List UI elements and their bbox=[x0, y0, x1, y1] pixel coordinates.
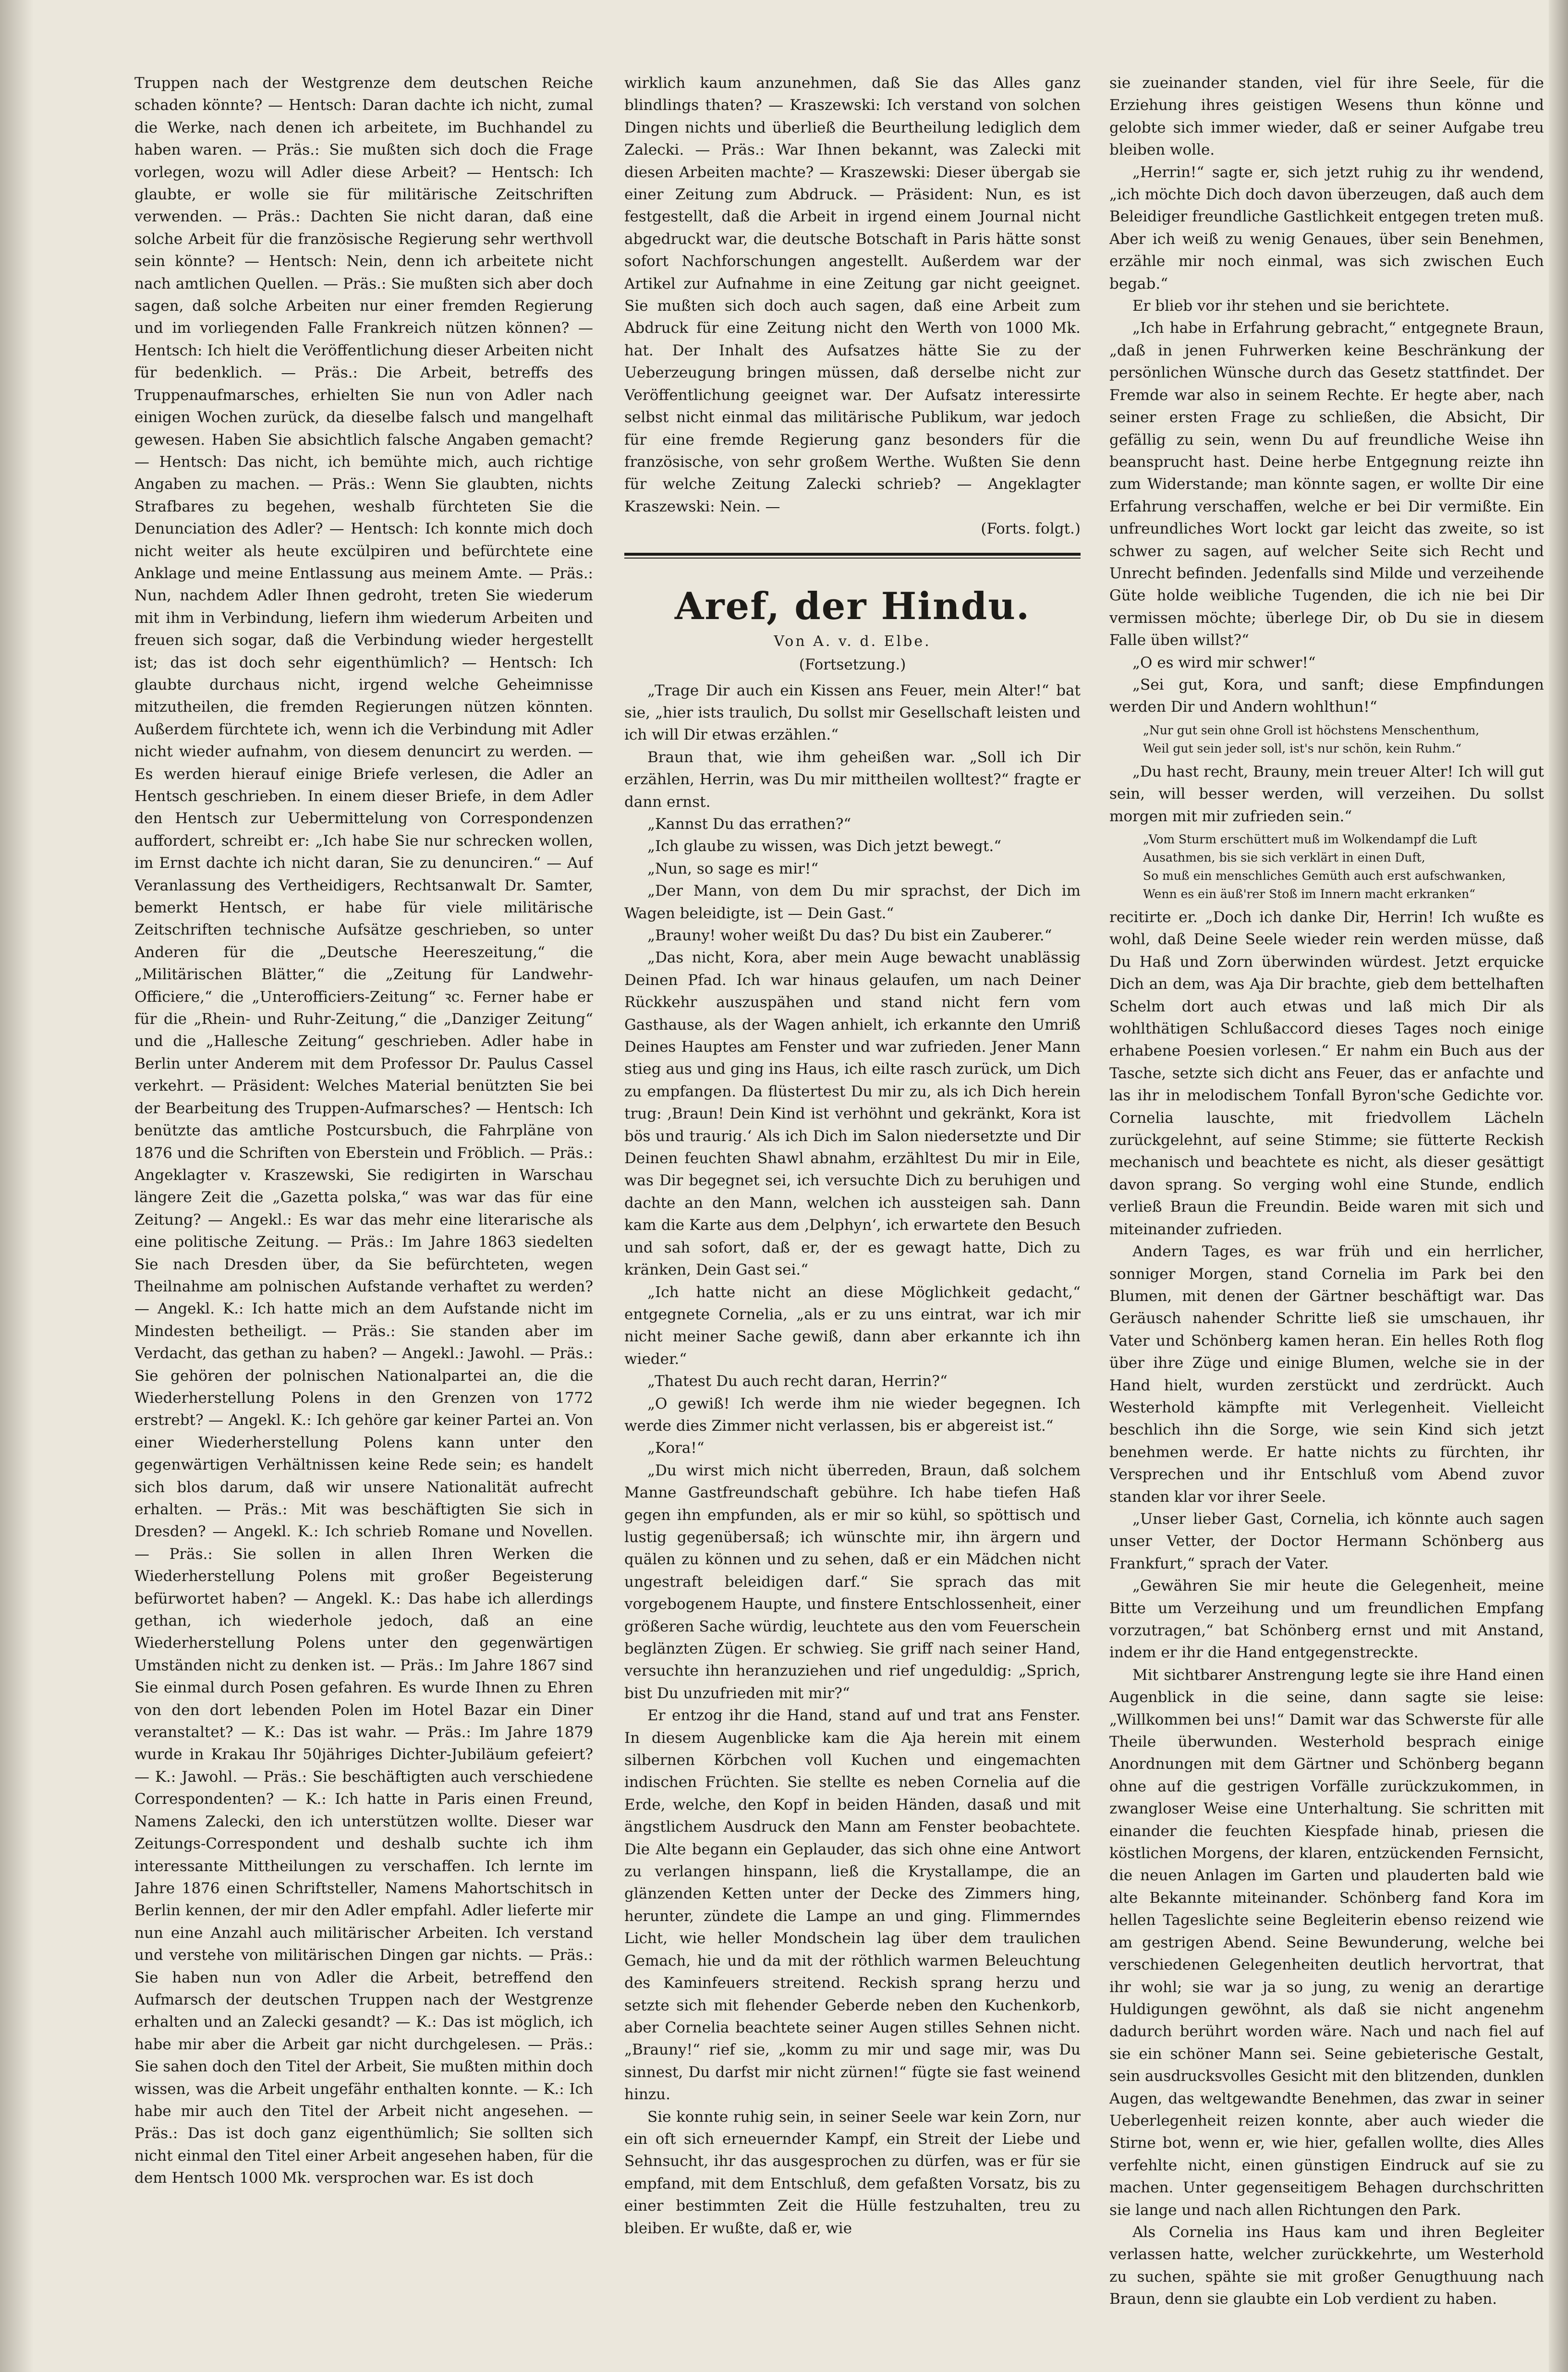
verse-line: „Nur gut sein ohne Groll ist höchstens Menschenthum, bbox=[1143, 723, 1480, 737]
binding-shadow bbox=[0, 0, 34, 2372]
verse-line: Weil gut sein jeder soll, ist's nur schön, kein Ruhm.“ bbox=[1143, 741, 1462, 755]
to-be-continued-note: (Forts. folgt.) bbox=[981, 520, 1081, 538]
story-paragraph: „Unser lieber Gast, Cornelia, ich könnte auch sagen unser Vetter, der Doctor Hermann Schönberg aus Frankfurt,“ sprach der Vater. bbox=[1109, 1510, 1544, 1572]
column-middle bbox=[624, 72, 1081, 2339]
verse-line: Ausathmen, bis sie sich verklärt in einen Duft, bbox=[1143, 851, 1425, 864]
story-paragraph: „Thatest Du auch recht daran, Herrin?“ bbox=[647, 1373, 948, 1390]
story-paragraph: „Sei gut, Kora, und sanft; diese Empfindungen werden Dir und Andern wohlthun!“ bbox=[1109, 676, 1544, 716]
story-paragraph: „Der Mann, von dem Du mir sprachst, der Dich im Wagen beleidigte, ist — Dein Gast.“ bbox=[624, 882, 1081, 922]
verse-line: So muß ein menschliches Gemüth auch erst aufschwanken, bbox=[1143, 869, 1506, 883]
verse-line: Wenn es ein äuß'rer Stoß im Innern macht erkranken“ bbox=[1143, 887, 1476, 901]
byline: Von A. v. d. Elbe. bbox=[774, 633, 931, 650]
story-paragraph: Mit sichtbarer Anstrengung legte sie ihre Hand einen Augenblick in die seine, dann sagte sie leise: „Willkommen bei uns!“ Damit war das Schwerste für alle Theile überwunden. Westerhold besprach einige Anordnungen mit dem Gärtner und Schönberg begann ohne auf die gestrigen Vorfälle zurückzukommen, in zwangloser Weise eine Unterhaltung. Sie schritten mit einander die feuchten Kiespfade hinab, priesen die köstlichen Morgens, der klaren, entzückenden Fernsicht, die neuen Anlagen im Garten und plauderten bald wie alte Bekannte miteinander. Schönberg fand Kora im hellen Tageslichte seine Begleiterin ebenso reizend wie am gestrigen Abend. Seine Bewunderung, welche bei verschiedenen Gelegenheiten deutlich hervortrat, that ihr wohl; sie war ja so jung, zu wenig an derartige Huldigungen gewöhnt, als daß sie nicht angenehm dadurch berührt worden wäre. Nach und nach fiel auf sie ein schöner Mann sei. Seine gebieterische Gestalt, sein ausdrucksvolles Gesicht mit den blitzenden, dunklen Augen, das weltgewandte Benehmen, das zwar in seiner Ueberlegenheit reizen konnte, aber auch wieder die Stirne bot, wenn er, wie hier, gefallen wollte, dies Alles verfehlte nicht, einen günstigen Eindruck auf sie zu machen. Unter gegenseitigem Behagen durchschritten sie lange und nach allen Richtungen den Park. bbox=[1109, 1666, 1544, 2219]
story-paragraph: „Kora!“ bbox=[647, 1439, 705, 1457]
story-paragraph: „Kannst Du das errathen?“ bbox=[647, 815, 851, 833]
story-paragraph: „Herrin!“ sagte er, sich jetzt ruhig zu ihr wendend, „ich möchte Dich doch davon überzeugen, daß auch dem Beleidiger freundliche Gastlichkeit entgegen treten muß. Aber ich weiß zu wenig Genaues, über sein Benehmen, erzähle mir noch einmal, was sich zwischen Euch begab.“ bbox=[1109, 163, 1544, 292]
story-paragraph: Als Cornelia ins Haus kam und ihren Begleiter verlassen hatte, welcher zurückkehrte, um Westerhold zu suchen, spähte sie mit großer Genugthuung nach Braun, denn sie glaubte ein Lob verdient zu haben. bbox=[1109, 2223, 1544, 2308]
section-rule bbox=[624, 542, 1081, 556]
story-paragraph: Braun that, wie ihm geheißen war. „Soll ich Dir erzählen, Herrin, was Du mir mittheilen wolltest?“ fragte er dann ernst. bbox=[624, 748, 1081, 811]
story-paragraph: „Du hast recht, Brauny, mein treuer Alter! Ich will gut sein, will besser werden, will verzeihen. Du sollst morgen mit mir zufrieden sein.“ bbox=[1109, 763, 1544, 825]
serial-title: Aref, der Hindu. bbox=[674, 584, 1031, 628]
story-paragraph: „O gewiß! Ich werde ihm nie wieder begegnen. Ich werde dies Zimmer nicht verlassen, bis er abgereist ist.“ bbox=[624, 1395, 1081, 1435]
story-paragraph: recitirte er. „Doch ich danke Dir, Herrin! Ich wußte es wohl, daß Deine Seele wieder rein werden müsse, daß Du Haß und Zorn überwinden würdest. Jetzt erquicke Dich an dem, was Aja Dir brachte, gieb dem bettelhaften Schelm dort auch etwas und laß mich Dir als wohlthätigen Schlußaccord dieses Tages noch einige erhabene Poesien vorlesen.“ Er nahm ein Buch aus der Tasche, setzte sich dicht ans Feuer, das er anfachte und las ihr in melodischem Tonfall Byron'sche Gedichte vor. Cornelia lauschte, mit friedvollem Lächeln zurückgelehnt, auf seine Stimme; sie fütterte Reckish mechanisch und beachtete es nicht, als dieser gesättigt davon sprang. So verging wohl eine Stunde, endlich verließ Braun die Freundin. Beide waren mit sich und miteinander zufrieden. bbox=[1109, 909, 1544, 1238]
continuation-note: (Fortsetzung.) bbox=[799, 656, 906, 673]
story-paragraph: „Brauny! woher weißt Du das? Du bist ein Zauberer.“ bbox=[647, 927, 1052, 944]
court-report-ending: wirklich kaum anzunehmen, daß Sie das Alles ganz blindlings thaten? — Kraszewski: Ich verstand von solchen Dingen nichts und überließ die Beurtheilung lediglich dem Zalecki. — Präs.: War Ihnen bekannt, was Zalecki mit diesen Arbeiten machte? — Kraszewski: Dieser übergab sie einer Zeitung zum Abdruck. — Präsident: Nun, es ist festgestellt, daß die Arbeit in irgend einem Journal nicht abgedruckt war, die deutsche Botschaft in Paris hätte sonst sofort Nachforschungen angestellt. Außerdem war der Artikel zur Aufnahme in eine Zeitung gar nicht geeignet. Sie mußten sich doch auch sagen, daß eine Arbeit zum Abdruck für eine Zeitung nicht den Werth von 1000 Mk. hat. Der Inhalt des Aufsatzes hätte Sie zu der Ueberzeugung bringen müssen, daß derselbe nicht zur Veröffentlichung geeignet war. Der Aufsatz interessirte selbst nicht einmal das militärische Publikum, war jedoch für eine fremde Regierung ganz besonders für die französische, von sehr großem Werthe. Wußten Sie denn für welche Zeitung Zalecki schrieb? — Angeklagter Kraszewski: Nein. — bbox=[624, 74, 1081, 515]
story-paragraph: „Ich habe in Erfahrung gebracht,“ entgegnete Braun, „daß in jenen Fuhrwerken keine Beschränkung der persönlichen Wünsche durch das Gesetz stattfindet. Der Fremde war also in seinem Rechte. Er hegte aber, nach seiner ersten Frage zu schließen, die Absicht, Dir gefällig zu sein, wenn Du auf freundliche Weise ihn beansprucht hast. Deine herbe Entgegnung reizte ihn zum Widerstande; man könnte sagen, er wollte Dir eine Erfahrung verschaffen, welche er bei Dir vermißte. Ein unfreundliches Wort lockt gar leicht das zweite, so ist schwer zu sagen, auf welcher Seite sich Recht und Unrecht befinden. Jedenfalls sind Milde und verzeihende Güte holde weibliche Tugenden, die ich nie bei Dir vermissen möchte; überlege Dir, ob Du sie in diesem Falle üben willst?“ bbox=[1109, 319, 1544, 649]
verse-line: „Vom Sturm erschüttert muß im Wolkendampf die Luft bbox=[1143, 832, 1477, 846]
story-paragraph: Andern Tages, es war früh und ein herrlicher, sonniger Morgen, stand Cornelia im Park bei den Blumen, mit denen der Gärtner beschäftigt war. Das Geräusch nahender Schritte ließ sie umschauen, ihr Vater und Schönberg kamen heran. Ein helles Roth flog über ihre Züge und einige Blumen, welche sie in der Hand hielt, wurden zerstückt und zerdrückt. Auch Westerhold kämpfte mit Verlegenheit. Vielleicht beschlich ihn die Sorge, wie sein Kind sich jetzt benehmen werde. Er hatte nichts zu fürchten, ihr Versprechen und ihr Entschluß vom Abend zuvor standen klar vor ihrer Seele. bbox=[1109, 1243, 1544, 1506]
story-paragraph: „Gewähren Sie mir heute die Gelegenheit, meine Bitte um Verzeihung und um freundlichen Empfang vorzutragen,“ bat Schönberg ernst und mit Anstand, indem er ihr die Hand entgegenstreckte. bbox=[1109, 1577, 1544, 1662]
story-paragraph: „Du wirst mich nicht überreden, Braun, daß solchem Manne Gastfreundschaft gebühre. Ich habe tiefen Haß gegen ihn empfunden, als er mir so kühl, so spöttisch und lustig gegenübersaß; ich wünschte mir, ihn ärgern und quälen zu können und zu sehen, daß er ein Mädchen nicht ungestraft beleidigen darf.“ Sie sprach das mit vorgebogenem Haupte, und finstere Entschlossenheit, einer größeren Sache würdig, leuchtete aus den vom Feuerschein beglänzten Zügen. Er schwieg. Sie griff nach seiner Hand, versuchte ihn heranzuziehen und rief ungeduldig: „Sprich, bist Du unzufrieden mit mir?“ bbox=[624, 1461, 1081, 1702]
story-paragraph: „Nun, so sage es mir!“ bbox=[647, 860, 819, 877]
page-edge bbox=[1549, 0, 1568, 2372]
story-paragraph: Er entzog ihr die Hand, stand auf und trat ans Fenster. In diesem Augenblicke kam die Aja herein mit einem silbernen Körbchen voll Kuchen und eingemachten indischen Früchten. Sie stellte es neben Cornelia auf die Erde, welche, den Kopf in beiden Händen, dasaß und mit ängstlichem Ausdruck den Mann am Fenster beobachtete. Die Alte begann ein Geplauder, das sich ohne eine Antwort zu verlangen hinspann, ließ die Krystallampe, die an glänzenden Ketten unter der Decke des Zimmers hing, herunter, zündete die Lampe an und ging. Flimmerndes Licht, wie heller Mondschein lag über dem traulichen Gemach, hie und da mit der röthlich warmen Beleuchtung des Kaminfeuers streitend. Reckish sprang herzu und setzte sich mit flehender Geberde neben den Kuchenkorb, aber Cornelia beachtete seiner Augen stilles Sehnen nicht. „Brauny!“ rief sie, „komm zu mir und sage mir, was Du sinnest, Du darfst mir nicht zürnen!“ fügte sie fast weinend hinzu. bbox=[624, 1707, 1081, 2104]
verse-quote bbox=[1109, 830, 1544, 903]
column-court-report bbox=[134, 72, 593, 2339]
story-paragraph: Sie konnte ruhig sein, in seiner Seele war kein Zorn, nur ein oft sich erneuernder Kampf, ein Streit der Liebe und Sehnsucht, ihr das ausgesprochen zu dürfen, was er für sie empfand, mit dem Entschluß, dem gefaßten Vorsatz, bis zu einer bestimmten Zeit die Hülle festzuhalten, treu zu bleiben. Er wußte, daß er, wie bbox=[624, 2108, 1081, 2237]
story-paragraph: „Trage Dir auch ein Kissen ans Feuer, mein Alter!“ bat sie, „hier ists traulich, Du sollst mir Gesellschaft leisten und ich will Dir etwas erzählen.“ bbox=[624, 681, 1081, 744]
section-rule-thin bbox=[624, 556, 1081, 559]
story-paragraph: sie zueinander standen, viel für ihre Seele, für die Erziehung ihres geistigen Wesens thun könne und gelobte sich immer wieder, daß er seiner Aufgabe treu bleiben wolle. bbox=[1109, 74, 1544, 159]
court-report-text: Truppen nach der Westgrenze dem deutschen Reiche schaden könnte? — Hentsch: Daran dachte ich nicht, zumal die Werke, nach denen ich arbeitete, im Buchhandel zu haben waren. — Präs.: Sie mußten sich doch die Frage vorlegen, wozu will Adler diese Arbeit? — Hentsch: Ich glaubte, er wolle sie für militärische Zeitschriften verwenden. — Präs.: Dachten Sie nicht daran, daß eine solche Arbeit für die französische Regierung sehr werthvoll sein könnte? — Hentsch: Nein, denn ich arbeitete nicht nach amtlichen Quellen. — Präs.: Sie mußten sich aber doch sagen, daß solche Arbeiten nur einer fremden Regierung und im vorliegenden Falle Frankreich nützen können? — Hentsch: Ich hielt die Veröffentlichung dieser Arbeiten nicht für bedenklich. — Präs.: Die Arbeit, betreffs des Truppenaufmarsches, erhielten Sie nun von Adler nach einigen Wochen zurück, da dieselbe falsch und mangelhaft gewesen. Haben Sie absichtlich falsche Angaben gemacht? — Hentsch: Das nicht, ich bemühte mich, auch richtige Angaben zu machen. — Präs.: Wenn Sie glaubten, nichts Strafbares zu begehen, weshalb fürchteten Sie die Denunciation des Adler? — Hentsch: Ich konnte mich doch nicht weiter als heute excülpiren und befürchtete eine Anklage und meine Entlassung aus meinem Amte. — Präs.: Nun, nachdem Adler Ihnen gedroht, treten Sie wiederum mit ihm in Verbindung, liefern ihm wiederum Arbeiten und freuen sich sogar, daß die Verbindung wieder hergestellt ist; das ist doch sehr eigenthümlich? — Hentsch: Ich glaubte durchaus nicht, irgend welche Geheimnisse mitzutheilen, die fremden Regierungen nützen könnten. Außerdem fürchtete ich, wenn ich die Verbindung mit Adler nicht wieder aufnahm, von diesem denuncirt zu werden. — Es werden hierauf einige Briefe verlesen, die Adler an Hentsch geschrieben. In einem dieser Briefe, in dem Adler den Hentsch zur Uebermittelung von Correspondenzen auffordert, schreibt er: „Ich habe Sie nur schrecken wollen, im Ernst dachte ich nicht daran, Sie zu denunciren.“ — Auf Veranlassung des Vertheidigers, Rechtsanwalt Dr. Samter, bemerkt Hentsch, er habe für viele militärische Zeitschriften technische Aufsätze geschrieben, so unter Anderen für die „Deutsche Heereszeitung,“ die „Militärischen Blätter,“ die „Zeitung für Landwehr-Officiere,“ die „Unterofficiers-Zeitung“ ꝛc. Ferner habe er für die „Rhein- und Ruhr-Zeitung,“ die „Danziger Zeitung“ und die „Hallesche Zeitung“ geschrieben. Adler habe in Berlin unter Anderem mit dem Professor Dr. Paulus Cassel verkehrt. — Präsident: Welches Material benützten Sie bei der Bearbeitung des Truppen-Aufmarsches? — Hentsch: Ich benützte das amtliche Postcursbuch, die Fahrpläne von 1876 und die Schriften von Eberstein und Fröblich. — Präs.: Angeklagter v. Kraszewski, Sie redigirten in Warschau längere Zeit die „Gazetta polska,“ was war das für eine Zeitung? — Angekl.: Es war das mehr eine literarische als eine politische Zeitung. — Präs.: Im Jahre 1863 siedelten Sie nach Dresden über, da Sie befürchteten, wegen Theilnahme am polnischen Aufstande verhaftet zu werden? — Angekl. K.: Ich hatte mich an dem Aufstande nicht im Mindesten betheiligt. — Präs.: Sie standen aber im Verdacht, das gethan zu haben? — Angekl.: Jawohl. — Präs.: Sie gehören der polnischen Nationalpartei an, die die Wiederherstellung Polens in den Grenzen von 1772 erstrebt? — Angekl. K.: Ich gehöre gar keiner Partei an. Von einer Wiederherstellung Polens kann unter den gegenwärtigen Verhältnissen keine Rede sein; es handelt sich blos darum, daß wir unsere Nationalität aufrecht erhalten. — Präs.: Mit was beschäftigten Sie sich in Dresden? — Angekl. K.: Ich schrieb Romane und Novellen. — Präs.: Sie sollen in allen Ihren Werken die Wiederherstellung Polens mit großer Begeisterung befürwortet haben? — Angekl. K.: Das habe ich allerdings gethan, ich wiederhole jedoch, daß an eine Wiederherstellung Polens unter den gegenwärtigen Umständen nicht zu denken ist. — Präs.: Im Jahre 1867 sind Sie einmal durch Posen gefahren. Es wurde Ihnen zu Ehren von den dort lebenden Polen im Hotel Bazar ein Diner veranstaltet? — K.: Das ist wahr. — Präs.: Im Jahre 1879 wurde in Krakau Ihr 50jähriges Dichter-Jubiläum gefeiert? — K.: Jawohl. — Präs.: Sie beschäftigten auch verschiedene Correspondenten? — K.: Ich hatte in Paris einen Freund, Namens Zalecki, den ich unterstützen wollte. Dieser war Zeitungs-Correspondent und deshalb suchte ich ihm interessante Mittheilungen zu verschaffen. Ich lernte im Jahre 1876 einen Schriftsteller, Namens Mahortschitsch in Berlin kennen, der mir den Adler empfahl. Adler lieferte mir nun eine Anzahl auch militärischer Arbeiten. Ich verstand und verstehe von militärischen Dingen gar nichts. — Präs.: Sie haben nun von Adler die Arbeit, betreffend den Aufmarsch der deutschen Truppen nach der Westgrenze erhalten und an Zalecki gesandt? — K.: Das ist möglich, ich habe mir aber die Arbeit gar nicht durchgelesen. — Präs.: Sie sahen doch den Titel der Arbeit, Sie mußten mithin doch wissen, was die Arbeit ungefähr enthalten konnte. — K.: Ich habe mir auch den Titel der Arbeit nicht angesehen. — Präs.: Das ist doch ganz eigenthümlich; Sie sollten sich nicht einmal den Titel einer Arbeit angesehen haben, für die dem Hentsch 1000 Mk. versprochen war. Es ist doch bbox=[134, 74, 593, 2187]
column-right bbox=[1109, 72, 1544, 2339]
story-paragraph: Er blieb vor ihr stehen und sie berichtete. bbox=[1132, 297, 1450, 315]
story-paragraph: „Das nicht, Kora, aber mein Auge bewacht unablässig Deinen Pfad. Ich war hinaus gelaufen, um nach Deiner Rückkehr auszuspähen und stand nicht fern vom Gasthause, als der Wagen anhielt, ich erkannte den Umriß Deines Hauptes am Fenster und war zufrieden. Jener Mann stieg aus und ging ins Haus, ich eilte rasch zurück, um Dich zu empfangen. Da flüstertest Du mir zu, als ich Dich herein trug: ‚Braun! Dein Kind ist verhöhnt und gekränkt, Kora ist bös und traurig.‘ Als ich Dich im Salon niedersetzte und Dir Deinen feuchten Shawl abnahm, erzähltest Du mir in Eile, was Dir begegnet sei, ich versuchte Dich zu beruhigen und dachte an den Mann, welchen ich aussteigen sah. Dann kam die Karte aus dem ‚Delphyn‘, ich erwartete den Besuch und sah sofort, daß er, der es gewagt hatte, Dich zu kränken, Dein Gast sei.“ bbox=[624, 949, 1081, 1279]
story-paragraph: „Ich hatte nicht an diese Möglichkeit gedacht,“ entgegnete Cornelia, „als er zu uns eintrat, war ich mir nicht meiner Sache gewiß, dann aber erkannte ich ihn wieder.“ bbox=[624, 1283, 1081, 1368]
story-paragraph: „O es wird mir schwer!“ bbox=[1132, 654, 1316, 671]
story-paragraph: „Ich glaube zu wissen, was Dich jetzt bewegt.“ bbox=[647, 838, 1002, 855]
verse-quote bbox=[1109, 721, 1544, 758]
